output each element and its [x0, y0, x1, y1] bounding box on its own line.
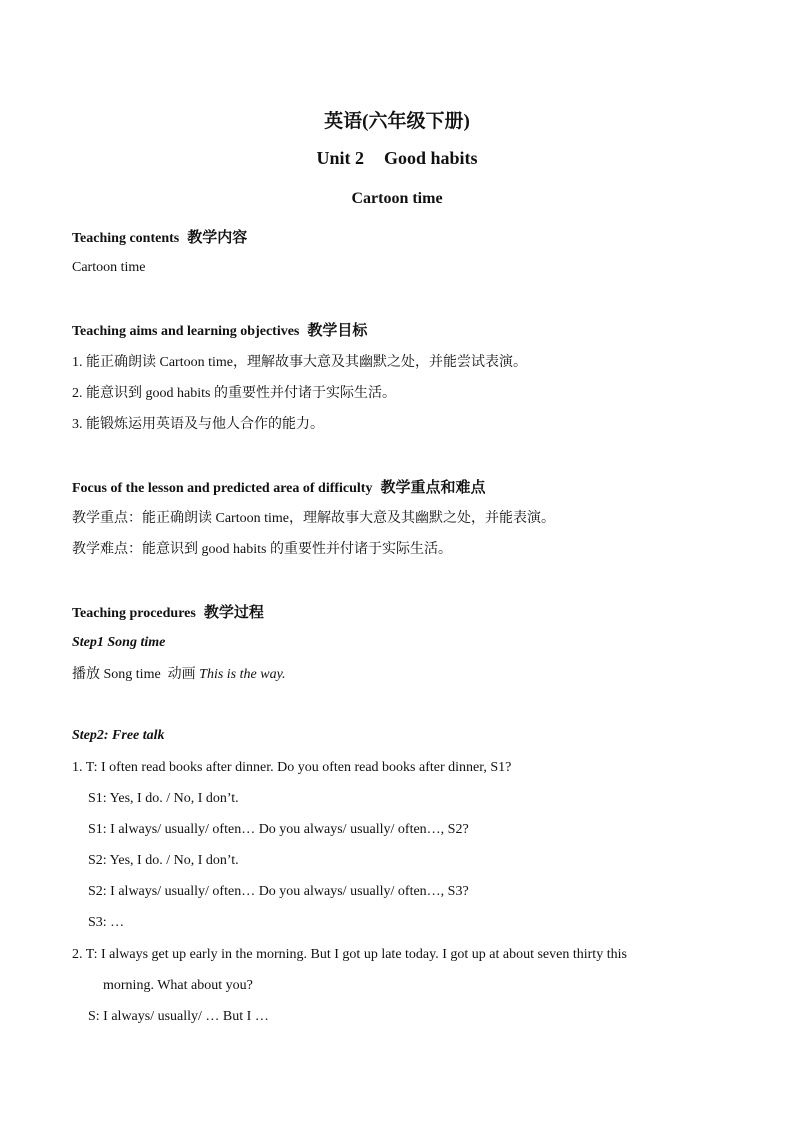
unit-name: Good habits	[383, 148, 478, 168]
focus-difficulty	[72, 539, 452, 560]
aim-text-rest: ，理解故事大意及其幽默之处，并能尝试表演。	[233, 354, 527, 370]
aim-text: 能正确朗读	[86, 354, 156, 370]
focus-label: 教学重点：能正确朗读	[72, 510, 212, 526]
song-name: This is the way.	[199, 667, 286, 682]
aim-text: 能锻炼运用英语及与他人合作的能力。	[86, 416, 324, 432]
book-title: 英语(六年级下册)	[324, 111, 470, 132]
dialogue-line: S3: …	[88, 915, 125, 930]
aim-number: 2.	[72, 386, 83, 401]
heading-cn: 教学过程	[203, 603, 264, 621]
difficulty-label: 教学难点：能意识到	[72, 541, 198, 557]
dialogue-line: morning. What about you?	[103, 978, 253, 993]
focus-term: Cartoon time	[215, 511, 289, 526]
play-label: 播放	[72, 666, 100, 682]
heading-en: Teaching contents	[72, 231, 180, 246]
aim-item-2	[72, 383, 396, 404]
difficulty-rest: 的重要性并付诸于实际生活。	[269, 541, 452, 557]
animation-label: 动画	[167, 666, 196, 682]
heading-en: Teaching aims and learning objectives	[72, 324, 300, 339]
heading-cn: 教学内容	[187, 228, 248, 246]
aim-text-rest: 的重要性并付诸于实际生活。	[213, 385, 396, 401]
dialogue-line: 2. T: I always get up early in the morning. But I got up late today. I got up at about seven thirty this	[72, 947, 627, 962]
step2-title: Step2: Free talk	[72, 728, 165, 743]
focus-key-point	[72, 508, 555, 529]
dialogue-line: S1: I always/ usually/ often… Do you always/ usually/ often…, S2?	[88, 822, 469, 837]
dialogue-line: S1: Yes, I do. / No, I don’t.	[88, 791, 239, 806]
dialogue-line: S2: I always/ usually/ often… Do you always/ usually/ often…, S3?	[88, 884, 469, 899]
contents-text: Cartoon time	[72, 260, 146, 275]
heading-cn: 教学重点和难点	[380, 478, 486, 496]
lesson-title: Cartoon time	[351, 190, 443, 207]
section-heading-procedures	[72, 602, 264, 624]
aim-term: Cartoon time	[159, 355, 233, 370]
step1-title: Step1 Song time	[72, 635, 166, 650]
aim-number: 1.	[72, 355, 83, 370]
difficulty-term: good habits	[201, 542, 267, 557]
dialogue-line: S: I always/ usually/ … But I …	[88, 1009, 269, 1024]
aim-term: good habits	[145, 386, 211, 401]
aim-item-3	[72, 414, 324, 435]
unit-number: Unit 2	[316, 148, 364, 168]
unit-title	[0, 148, 794, 169]
section-heading-focus	[72, 477, 486, 499]
heading-en: Teaching procedures	[72, 606, 196, 621]
section-heading-contents	[72, 227, 247, 249]
dialogue-line: 1. T: I often read books after dinner. Do you often read books after dinner, S1?	[72, 760, 512, 775]
step1-text	[72, 664, 286, 685]
section-heading-aims	[72, 320, 367, 342]
focus-rest: ，理解故事大意及其幽默之处，并能表演。	[289, 510, 555, 526]
aim-text: 能意识到	[86, 385, 142, 401]
aim-item-1	[72, 352, 527, 373]
dialogue-line: S2: Yes, I do. / No, I don’t.	[88, 853, 239, 868]
heading-cn: 教学目标	[307, 321, 368, 339]
aim-number: 3.	[72, 417, 83, 432]
play-item: Song time	[103, 667, 161, 682]
heading-en: Focus of the lesson and predicted area of difficulty	[72, 481, 373, 496]
